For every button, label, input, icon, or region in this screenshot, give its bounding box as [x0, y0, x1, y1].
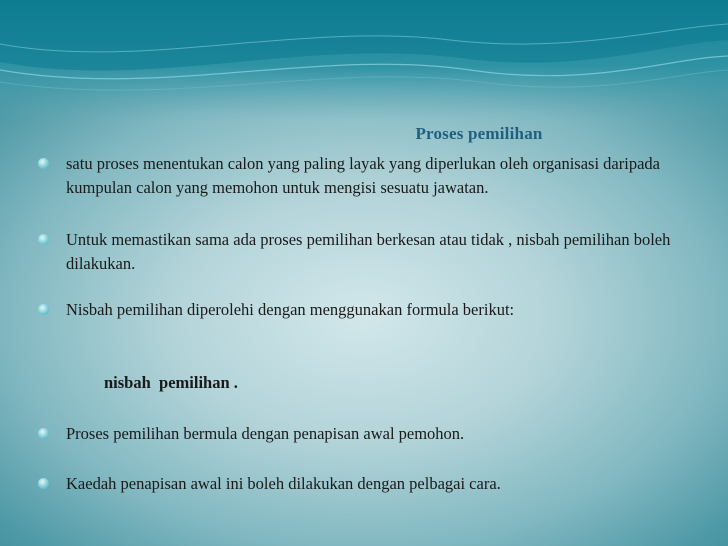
bullet-item: [46, 422, 696, 446]
bullet-text: Untuk memastikan sama ada proses pemilihan berkesan atau tidak , nisbah pemilihan boleh dilakukan.: [66, 230, 671, 273]
formula-text: nisbah pemilihan .: [104, 373, 238, 392]
bullet-item: [46, 298, 696, 322]
bullet-text: Proses pemilihan bermula dengan penapisan awal pemohon.: [66, 424, 465, 443]
bullet-dot-icon: [38, 304, 49, 315]
bullet-text: Nisbah pemilihan diperolehi dengan menggunakan formula berikut:: [66, 300, 515, 319]
slide-title: Proses pemilihan: [415, 124, 543, 143]
bullet-text: Kaedah penapisan awal ini boleh dilakukan dengan pelbagai cara.: [66, 474, 501, 493]
bullet-item: [46, 152, 696, 200]
bullet-dot-icon: [38, 428, 49, 439]
bullet-item: [46, 472, 696, 496]
bullet-item: [46, 228, 696, 276]
bullet-dot-icon: [38, 158, 49, 169]
bullet-text: satu proses menentukan calon yang paling layak yang diperlukan oleh organisasi daripada kumpulan calon yang memohon untuk mengisi sesuatu jawatan.: [66, 154, 660, 197]
decorative-wave-band: [0, 0, 728, 120]
bullet-dot-icon: [38, 234, 49, 245]
bullet-dot-icon: [38, 478, 49, 489]
